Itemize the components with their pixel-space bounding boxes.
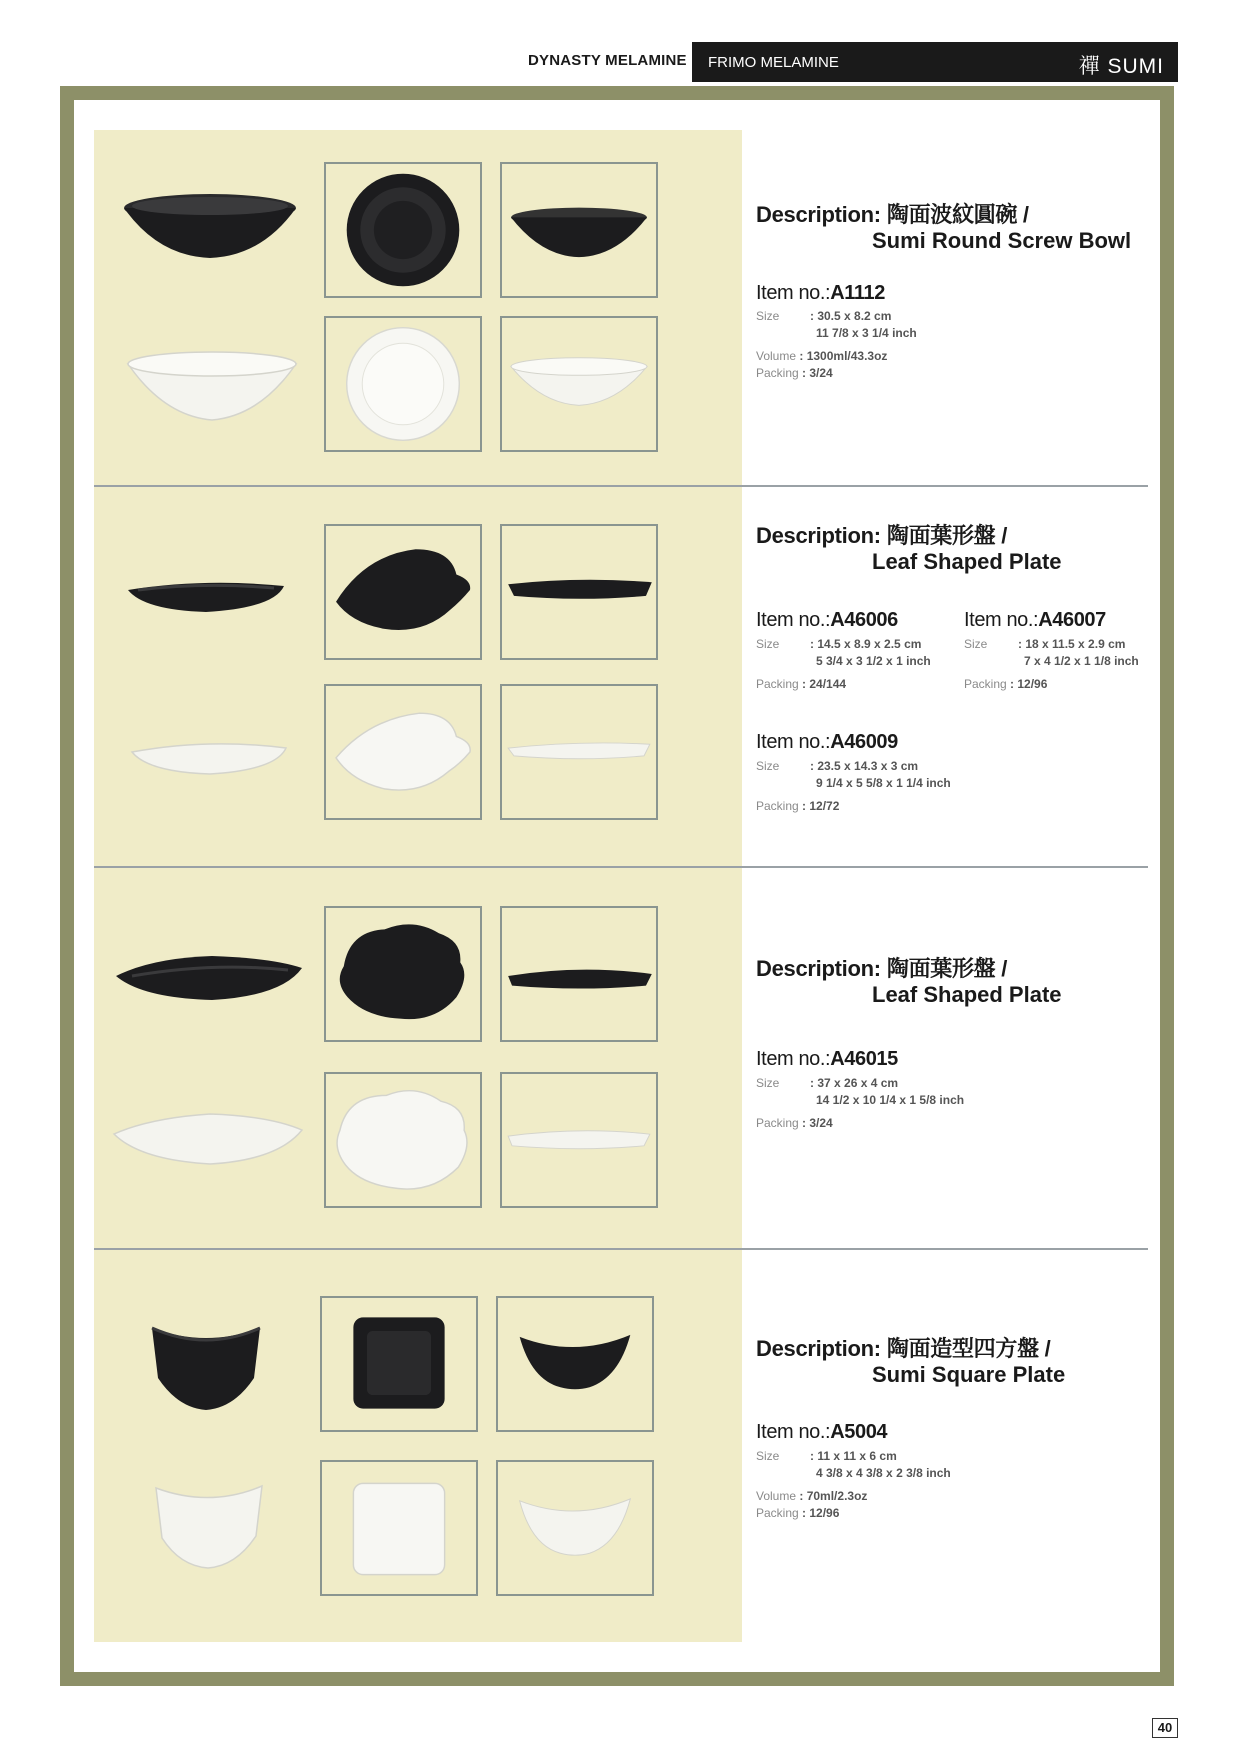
item-number (756, 609, 898, 632)
item-no-label: Item no.: (756, 1048, 831, 1070)
packing-value: : 24/144 (802, 677, 847, 691)
volume-label: Volume (756, 1489, 797, 1503)
section-divider (94, 866, 1148, 868)
large-leaf-white-angle-image (500, 1072, 658, 1208)
packing-label: Packing (756, 366, 799, 380)
size-inch: 14 1/2 x 10 1/4 x 1 5/8 inch (816, 1093, 965, 1107)
item-specs (756, 1448, 951, 1522)
size-cm: : 18 x 11.5 x 2.9 cm (1018, 637, 1126, 651)
packing-label: Packing (756, 677, 799, 691)
size-label: Size (964, 637, 988, 651)
bowl-black-top-image (324, 162, 482, 298)
square-white-side-image (150, 1478, 268, 1574)
item-no-value: A46009 (830, 731, 898, 753)
packing-label: Packing (964, 677, 1007, 691)
description-cn: 陶面葉形盤 / (886, 523, 1008, 548)
large-leaf-black-side-image (112, 948, 306, 1008)
square-black-angle-image (496, 1296, 654, 1432)
description-block (756, 523, 1062, 575)
size-label: Size (756, 309, 780, 323)
section-divider (94, 1248, 1148, 1250)
item-no-label: Item no.: (756, 609, 831, 631)
volume-value: : 70ml/2.3oz (799, 1489, 868, 1503)
size-cm: : 37 x 26 x 4 cm (810, 1076, 899, 1090)
item-number (964, 609, 1106, 632)
leaf-black-top-image (324, 524, 482, 660)
packing-value: : 3/24 (802, 1116, 833, 1130)
leaf-black-side-image (124, 572, 288, 622)
description-cn: 陶面造型四方盤 / (886, 1336, 1051, 1361)
size-label: Size (756, 1076, 780, 1090)
item-no-value: A46006 (830, 609, 898, 631)
description-en: Leaf Shaped Plate (872, 982, 1062, 1007)
item-specs (756, 1075, 964, 1132)
square-black-top-image (320, 1296, 478, 1432)
large-leaf-black-top-image (324, 906, 482, 1042)
large-leaf-white-top-image (324, 1072, 482, 1208)
size-label: Size (756, 637, 780, 651)
item-no-label: Item no.: (964, 609, 1039, 631)
large-leaf-black-angle-image (500, 906, 658, 1042)
item-number (756, 1421, 887, 1444)
item-number (756, 731, 898, 754)
item-no-label: Item no.: (756, 282, 831, 304)
description-en: Sumi Round Screw Bowl (872, 228, 1132, 253)
packing-label: Packing (756, 799, 799, 813)
volume-label: Volume (756, 349, 797, 363)
section-divider (94, 485, 1148, 487)
size-inch: 9 1/4 x 5 5/8 x 1 1/4 inch (816, 776, 951, 790)
size-inch: 7 x 4 1/2 x 1 1/8 inch (1024, 654, 1139, 668)
leaf-white-top-image (324, 684, 482, 820)
description-label: Description: (756, 1336, 881, 1361)
item-specs (756, 758, 951, 815)
square-white-angle-image (496, 1460, 654, 1596)
size-inch: 11 7/8 x 3 1/4 inch (816, 326, 917, 340)
packing-label: Packing (756, 1506, 799, 1520)
item-no-value: A1112 (830, 282, 885, 304)
size-label: Size (756, 1449, 780, 1463)
description-label: Description: (756, 956, 881, 981)
size-inch: 4 3/8 x 4 3/8 x 2 3/8 inch (816, 1466, 951, 1480)
packing-value: : 12/72 (802, 799, 840, 813)
size-label: Size (756, 759, 780, 773)
description-cn: 陶面波紋圓碗 / (886, 202, 1029, 227)
description-label: Description: (756, 523, 881, 548)
item-no-value: A46015 (830, 1048, 898, 1070)
description-block (756, 956, 1062, 1008)
volume-value: : 1300ml/43.3oz (799, 349, 888, 363)
description-block (756, 202, 1131, 254)
item-specs (756, 636, 931, 693)
size-cm: : 23.5 x 14.3 x 3 cm (810, 759, 919, 773)
size-cm: : 30.5 x 8.2 cm (810, 309, 892, 323)
item-no-label: Item no.: (756, 1421, 831, 1443)
item-no-label: Item no.: (756, 731, 831, 753)
bowl-black-side-image (118, 178, 302, 268)
packing-value: : 3/24 (802, 366, 833, 380)
description-label: Description: (756, 202, 881, 227)
leaf-white-side-image (128, 730, 290, 780)
packing-value: : 12/96 (1010, 677, 1048, 691)
bowl-black-angle-image (500, 162, 658, 298)
square-black-side-image (146, 1318, 266, 1418)
size-cm: : 11 x 11 x 6 cm (810, 1449, 897, 1463)
item-specs (756, 308, 917, 382)
series-title: 禪 SUMI (1078, 55, 1164, 78)
large-leaf-white-side-image (110, 1106, 306, 1170)
bowl-white-angle-image (500, 316, 658, 452)
brand-frimo-melamine: FRIMO MELAMINE (708, 54, 839, 71)
page-number: 40 (1152, 1718, 1178, 1738)
leaf-white-angle-image (500, 684, 658, 820)
bowl-white-side-image (124, 340, 300, 428)
size-inch: 5 3/4 x 3 1/2 x 1 inch (816, 654, 931, 668)
item-no-value: A46007 (1038, 609, 1106, 631)
packing-value: : 12/96 (802, 1506, 840, 1520)
bowl-white-top-image (324, 316, 482, 452)
item-specs (964, 636, 1139, 693)
description-en: Sumi Square Plate (872, 1362, 1066, 1387)
description-en: Leaf Shaped Plate (872, 549, 1062, 574)
brand-dynasty-melamine: DYNASTY MELAMINE (528, 52, 687, 69)
packing-label: Packing (756, 1116, 799, 1130)
description-block (756, 1336, 1065, 1388)
square-white-top-image (320, 1460, 478, 1596)
item-number (756, 282, 885, 305)
leaf-black-angle-image (500, 524, 658, 660)
description-cn: 陶面葉形盤 / (886, 956, 1008, 981)
item-number (756, 1048, 898, 1071)
header-bar (692, 42, 1178, 82)
size-cm: : 14.5 x 8.9 x 2.5 cm (810, 637, 922, 651)
item-no-value: A5004 (830, 1421, 888, 1443)
